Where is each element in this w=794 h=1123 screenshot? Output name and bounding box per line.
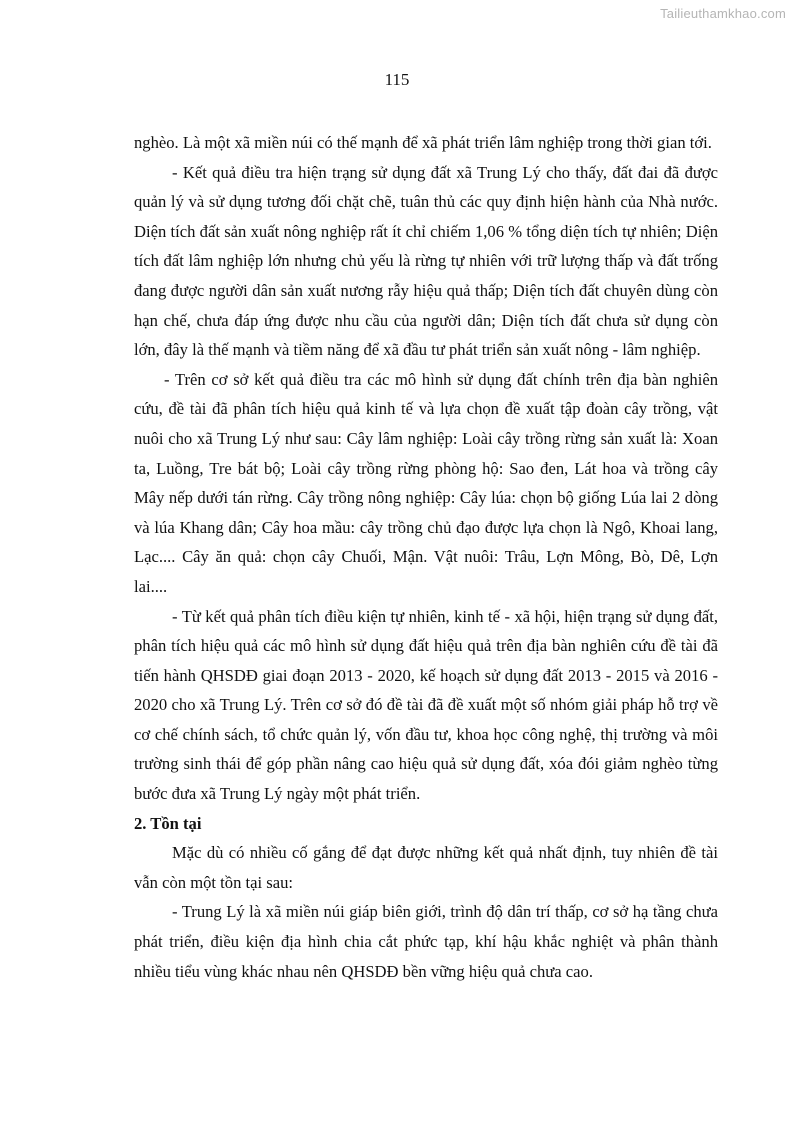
section-heading: 2. Tồn tại: [134, 813, 202, 833]
paragraph-land-survey: - Kết quả điều tra hiện trạng sử dụng đất xã Trung Lý cho thấy, đất đai đã được quản lý và sử dụng tương đối chặt chẽ, tuân thủ các quy định hiện hành của Nhà nước. Diện tích đất sản xuất nông nghiệp rất ít chỉ chiếm 1,06 % tổng diện tích tự nhiên; Diện tích đất lâm nghiệp lớn nhưng chủ yếu là rừng tự nhiên với trữ lượng thấp và đất trống đang được người dân sản xuất nương rẫy hiệu quả thấp; Diện tích đất chuyên dùng còn hạn chế, chưa đáp ứng được nhu cầu của người dân; Diện tích đất chưa sử dụng còn lớn, đây là thế mạnh và tiềm năng để xã đầu tư phát triển sản xuất nông - lâm nghiệp.: [134, 162, 718, 360]
watermark: Tailieuthamkhao.com: [660, 6, 786, 21]
paragraph-limitations-intro: Mặc dù có nhiều cố gắng để đạt được những kết quả nhất định, tuy nhiên đề tài vẫn còn một tồn tại sau:: [134, 843, 718, 892]
document-body: [134, 128, 718, 986]
paragraph-limitations-detail: - Trung Lý là xã miền núi giáp biên giới, trình độ dân trí thấp, cơ sở hạ tầng chưa phát triển, điều kiện địa hình chia cắt phức tạp, khí hậu khắc nghiệt và phân thành nhiều tiểu vùng khác nhau nên QHSDĐ bền vững hiệu quả chưa cao.: [134, 902, 718, 981]
paragraph-land-planning: - Từ kết quả phân tích điều kiện tự nhiên, kinh tế - xã hội, hiện trạng sử dụng đất, phân tích hiệu quả các mô hình sử dụng đất hiệu quả trên địa bàn nghiên cứu đề tài đã tiến hành QHSDĐ giai đoạn 2013 - 2020, kế hoạch sử dụng đất 2013 - 2015 và 2016 - 2020 cho xã Trung Lý. Trên cơ sở đó đề tài đã đề xuất một số nhóm giải pháp hỗ trợ về cơ chế chính sách, tổ chức quản lý, vốn đầu tư, khoa học công nghệ, thị trường và môi trường sinh thái để góp phần nâng cao hiệu quả sử dụng đất, xóa đói giảm nghèo từng bước đưa xã Trung Lý ngày một phát triển.: [134, 606, 718, 804]
paragraph-crop-selection: - Trên cơ sở kết quả điều tra các mô hình sử dụng đất chính trên địa bàn nghiên cứu, đề tài đã phân tích hiệu quả kinh tế và lựa chọn đề xuất tập đoàn cây trồng, vật nuôi cho xã Trung Lý như sau: Cây lâm nghiệp: Loài cây trồng rừng sản xuất là: Xoan ta, Luồng, Tre bát bộ; Loài cây trồng rừng phòng hộ: Sao đen, Lát hoa và trồng cây Mây nếp dưới tán rừng. Cây trồng nông nghiệp: Cây lúa: chọn bộ giống Lúa lai 2 dòng và lúa Khang dân; Cây hoa mầu: cây trồng chủ đạo được lựa chọn là Ngô, Khoai lang, Lạc.... Cây ăn quả: chọn cây Chuối, Mận. Vật nuôi: Trâu, Lợn Mông, Bò, Dê, Lợn lai....: [134, 369, 718, 596]
page-number: 115: [384, 70, 410, 89]
paragraph-continuation: nghèo. Là một xã miền núi có thế mạnh để xã phát triển lâm nghiệp trong thời gian tới.: [134, 133, 712, 152]
